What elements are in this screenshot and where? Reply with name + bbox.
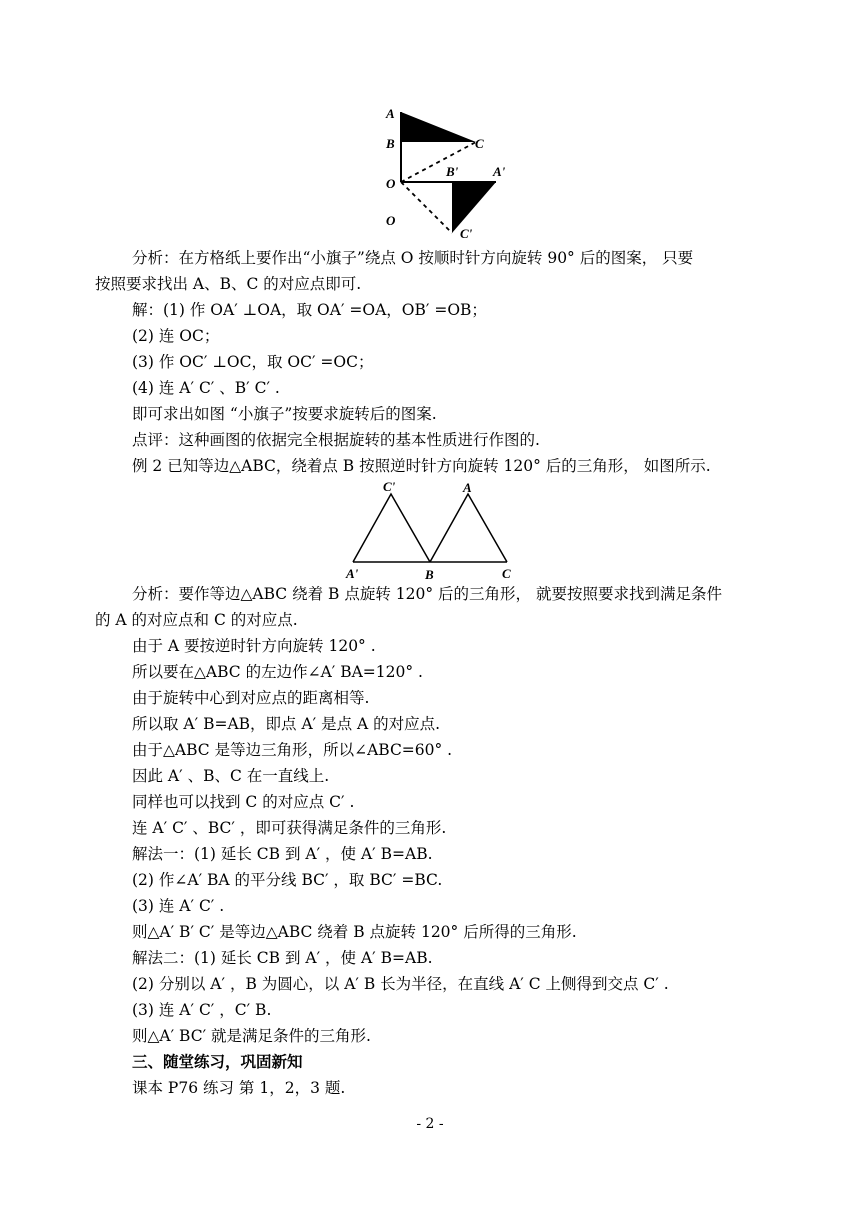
label-B: B [425,567,434,582]
text-line-25: (2) 分别以 A′ ，B 为圆心，以 A′ B 长为半径，在直线 A′ C 上侧得到交点 C′ . [132,975,669,993]
text-line-20: 解法一：(1) 延长 CB 到 A′ ，使 A′ B=AB. [132,845,433,863]
text-line-9: 例 2 已知等边△ABC，绕着点 B 按照逆时针方向旋转 120° 后的三角形， 如图所示. [132,457,711,475]
text-line-26: (3) 连 A′ C′ ，C′ B. [132,1001,272,1019]
text-line-23: 则△A′ B′ C′ 是等边△ABC 绕着 B 点旋转 120° 后所得的三角形. [132,923,577,941]
text-line-1: 分析：在方格纸上要作出“小旗子”绕点 O 按顺时针方向旋转 90° 后的图案， 只要 [132,249,694,267]
text-line-19: 连 A′ C′ 、BC′ ，即可获得满足条件的三角形. [132,819,447,837]
label-C: C [475,136,484,151]
label-B: B [386,136,395,151]
page-number: - 2 - [416,1116,444,1132]
triangle-rotation-figure [340,480,530,585]
text-line-2: 按照要求找出 A、B、C 的对应点即可. [95,275,362,293]
label-C: C [502,566,511,581]
text-line-27: 则△A′ BC′ 就是满足条件的三角形. [132,1027,371,1045]
text-line-24: 解法二：(1) 延长 CB 到 A′ ，使 A′ B=AB. [132,949,433,967]
text-line-4: (2) 连 OC； [132,327,220,345]
label-A: A [463,480,472,495]
label-C-prime: C' [383,480,396,494]
label-O-lower: O [386,213,396,228]
label-O: O [386,176,396,191]
text-line-6: (4) 连 A′ C′ 、B′ C′ . [132,379,280,397]
text-line-7: 即可求出如图 “小旗子”按要求旋转后的图案. [132,405,437,423]
text-line-17: 因此 A′ 、B、C 在一直线上. [132,767,330,785]
label-A: A [386,106,395,121]
text-line-12: 由于 A 要按逆时针方向旋转 120° . [132,637,376,655]
label-B-prime: B' [446,164,459,179]
text-line-16: 由于△ABC 是等边三角形，所以∠ABC=60° . [132,741,453,759]
label-C-prime: C' [460,226,473,241]
section-heading: 三、随堂练习，巩固新知 [132,1053,303,1071]
text-line-18: 同样也可以找到 C 的对应点 C′ . [132,793,355,811]
text-line-29: 课本 P76 练习 第 1，2，3 题. [132,1079,346,1097]
text-line-22: (3) 连 A′ C′ . [132,897,225,915]
text-line-8: 点评：这种画图的依据完全根据旋转的基本性质进行作图的. [132,431,540,449]
text-line-15: 所以取 A′ B=AB，即点 A′ 是点 A 的对应点. [132,715,441,733]
text-line-21: (2) 作∠A′ BA 的平分线 BC′ ，取 BC′ =BC. [132,871,443,889]
label-A-prime: A' [346,566,359,581]
text-line-13: 所以要在△ABC 的左边作∠A′ BA=120° . [132,663,423,681]
text-line-3: 解：(1) 作 OA′ ⊥OA，取 OA′ =OA，OB′ =OB； [132,301,487,319]
flag-rotation-figure [380,100,510,242]
text-line-10: 分析：要作等边△ABC 绕着 B 点旋转 120° 后的三角形， 就要按照要求找到满足条件 [132,585,722,603]
text-line-11: 的 A 的对应点和 C 的对应点. [95,611,298,629]
text-line-5: (3) 作 OC′ ⊥OC，取 OC′ =OC； [132,353,374,371]
text-line-14: 由于旋转中心到对应点的距离相等. [132,689,370,707]
label-A-prime: A' [493,164,506,179]
